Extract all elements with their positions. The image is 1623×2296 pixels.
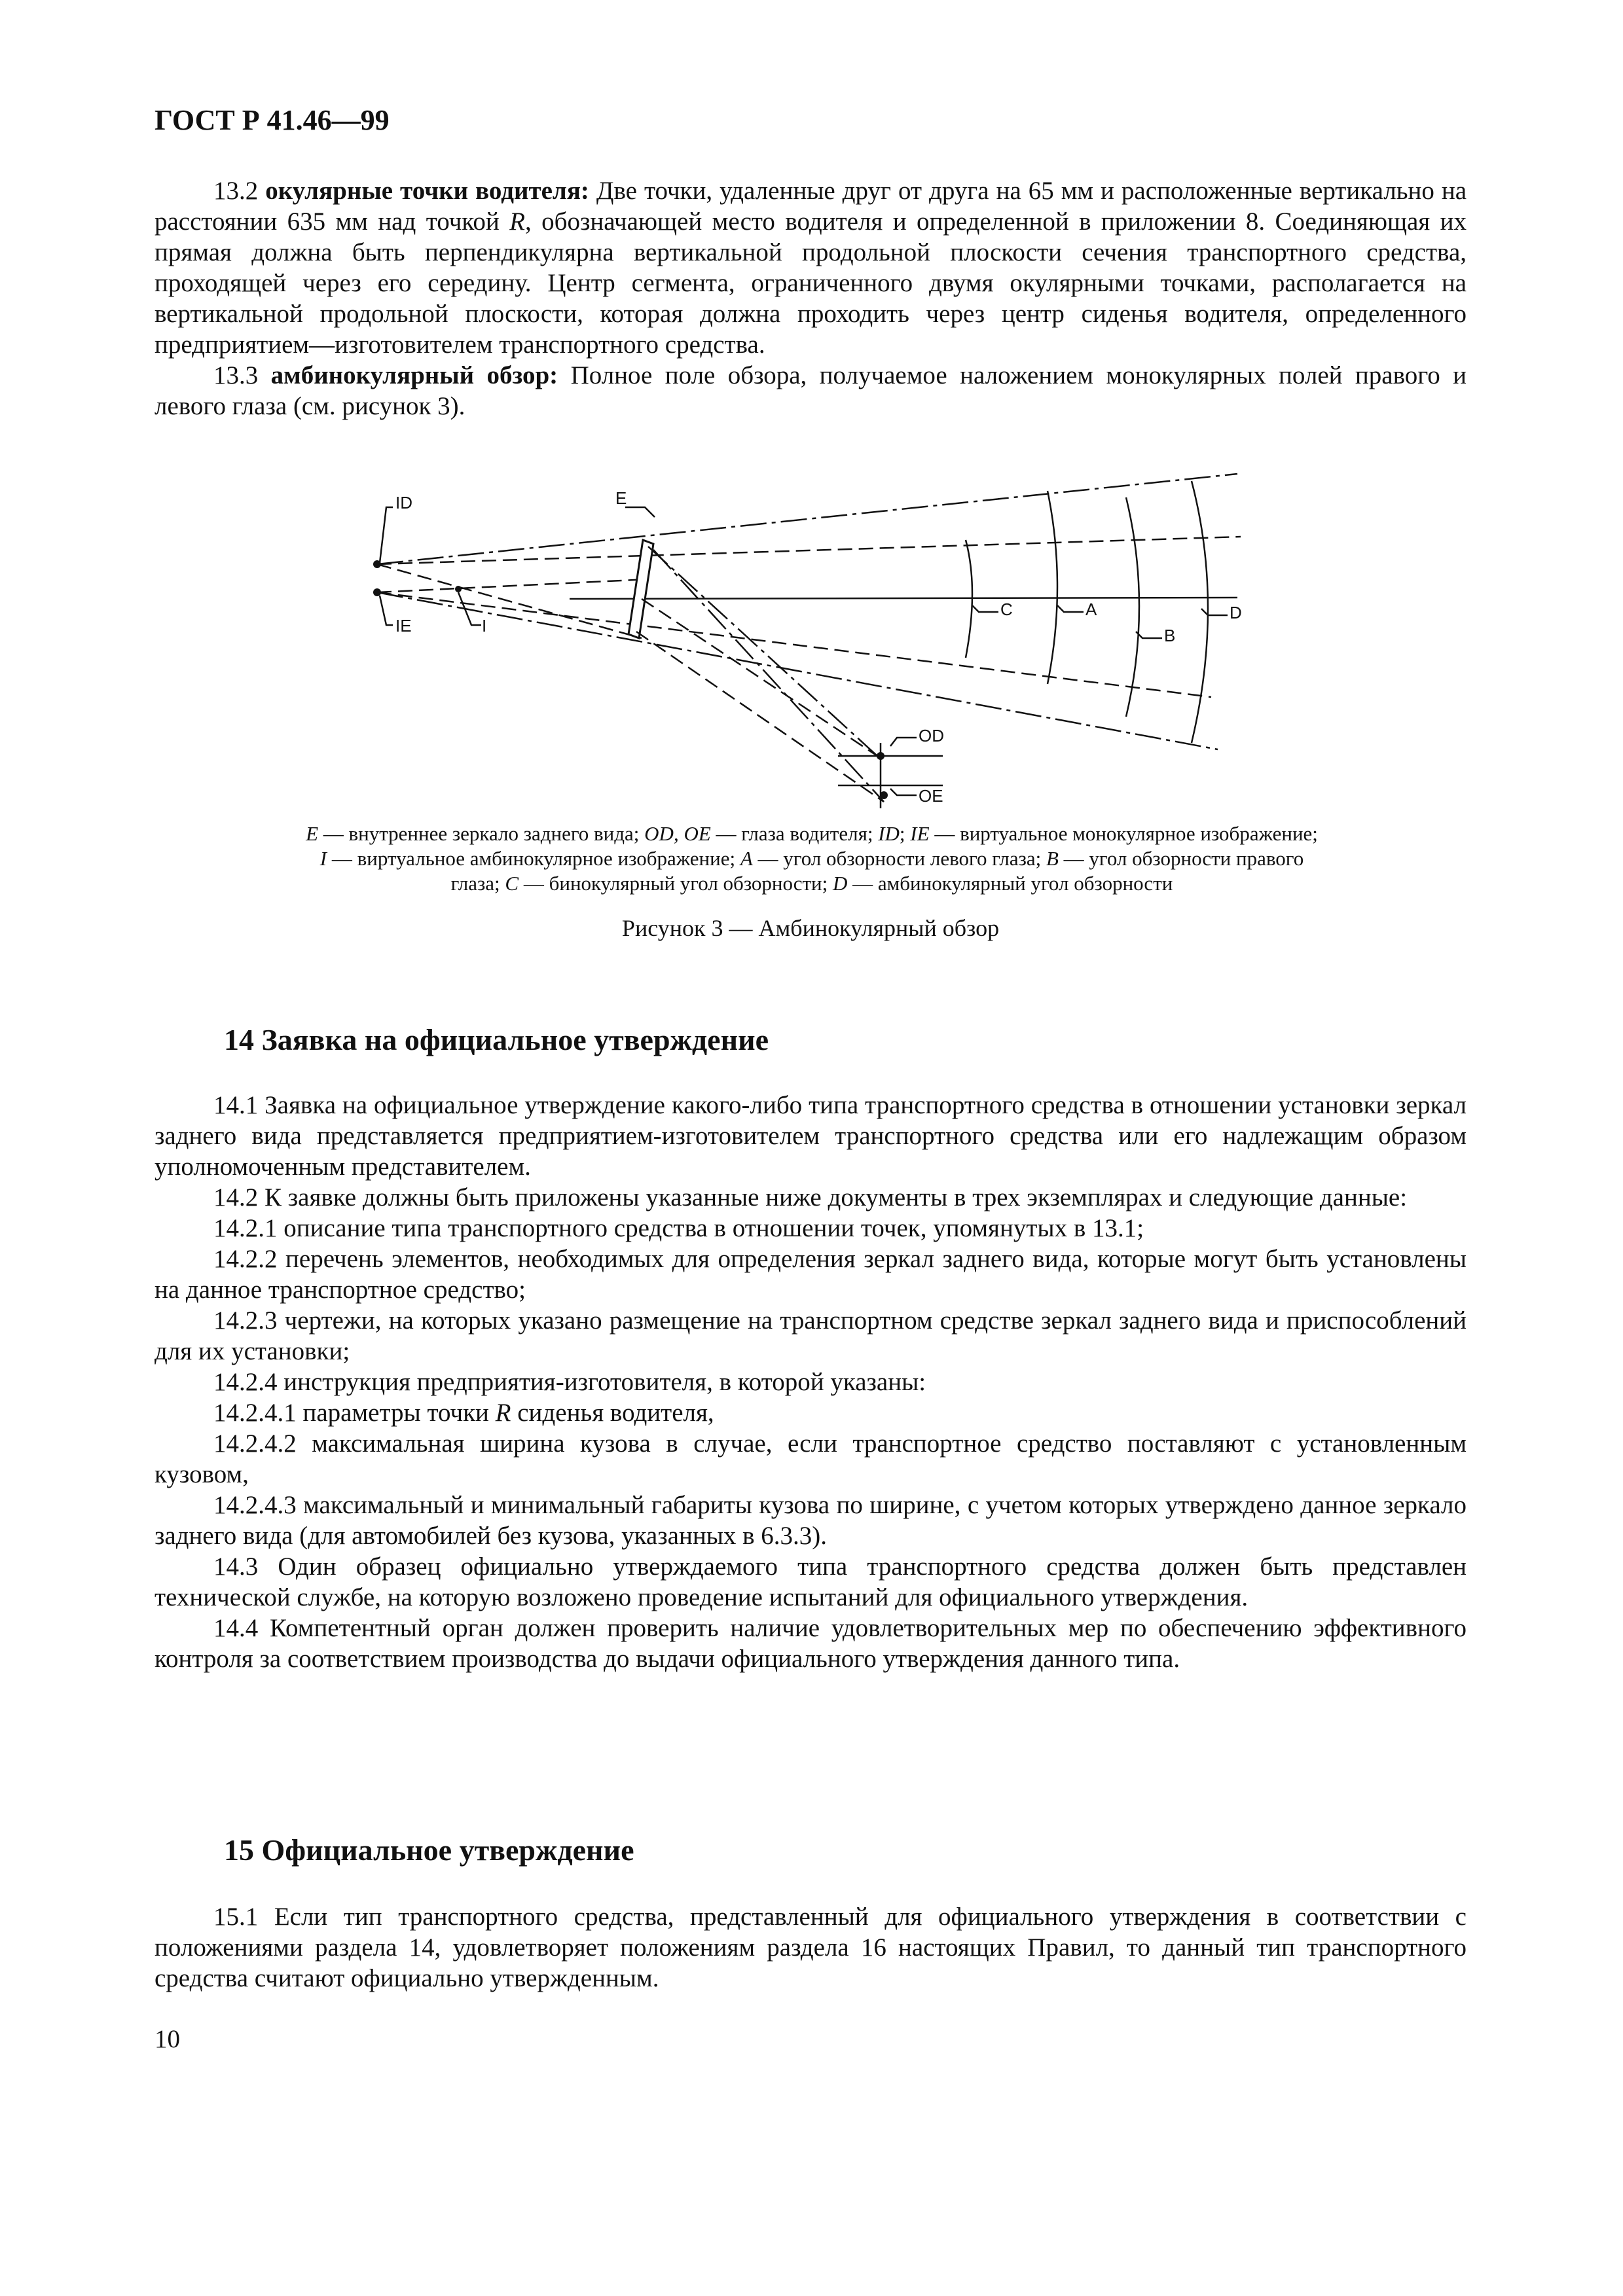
paragraph-13-2 [155,175,1467,360]
paragraph-14-2-2: 14.2.2 перечень элементов, необходимых для определения зеркал заднего вида, которые могут быть установлены на данное транспортное средство; [155,1245,1467,1304]
leader-id [380,507,393,563]
legend-line-1 [190,821,1434,846]
legend-text: ; [899,822,911,845]
section-13 [155,175,1467,422]
paragraph-text: 14.2.4.1 параметры точки [213,1399,496,1427]
figure-legend [190,821,1434,896]
mirror-e [629,540,653,638]
label-c: C [1000,600,1013,619]
paragraph-14-2-4-1 [155,1397,1467,1428]
paragraph-number: 13.2 [213,177,259,205]
paragraph-14-4: 14.4 Компетентный орган должен проверить наличие удовлетворительных мер по обеспечению эффективного контроля за соответствием производства до выдачи официального утверждения данного типа. [155,1614,1467,1673]
legend-text: — виртуальное монокулярное изображение; [929,822,1318,845]
legend-symbol: A [740,847,753,870]
paragraph-14-2-3: 14.2.3 чертежи, на которых указано размещение на транспортном средстве зеркал заднего вида и приспособлений для их установки; [155,1306,1467,1365]
legend-text: — угол обзорности правого [1058,847,1304,870]
ray-mirror-oe-2 [653,550,884,802]
ray-id-lower [377,564,642,638]
arc-angle-a [1048,491,1057,684]
leader-ie [380,596,393,625]
paragraph-text: Полное поле обзора, получаемое наложением монокулярных полей правого и левого глаза (см. рисунок 3). [155,361,1467,420]
leader-a [1057,605,1084,612]
label-e: E [615,488,627,508]
ray-mirror-oe [636,632,884,802]
legend-line-2 [190,846,1434,871]
label-i: I [482,616,487,636]
leader-b [1136,632,1162,638]
label-ie: IE [395,616,412,636]
ray-ie-upper [377,579,648,592]
point-r: R [509,207,525,236]
section-14-heading: 14 Заявка на официальное утверждение [224,1023,769,1056]
legend-text: — угол обзорности левого глаза; [752,847,1046,870]
legend-text: — амбинокулярный угол обзорности [847,872,1173,895]
legend-symbol: C [505,872,519,895]
section-15 [155,1901,1467,1994]
term-ambinocular-view: амбинокулярный обзор: [270,361,558,389]
paragraph-14-2-4-2: 14.2.4.2 максимальная ширина кузова в случае, если транспортное средство поставляют с установленным кузовом, [155,1429,1467,1488]
label-d: D [1230,603,1242,622]
figure-caption: Рисунок 3 — Амбинокулярный обзор [621,915,1000,941]
ray-center [570,598,1237,599]
legend-text: — глаза водителя; [710,822,879,845]
legend-line-3 [190,871,1434,896]
label-oe: OE [919,786,943,806]
figure-3-diagram [367,468,1270,808]
paragraph-14-2: 14.2 К заявке должны быть приложены указанные ниже документы в трех экземплярах и следующие данные: [213,1183,1408,1211]
label-od: OD [919,726,944,745]
leader-d [1201,609,1228,615]
label-b: B [1164,626,1176,645]
section-15-heading: 15 Официальное утверждение [224,1833,634,1867]
section-14 [155,1090,1467,1674]
paragraph-text-cont: , обозначающей место водителя и определенной в приложении 8. Соединяющая их прямая должна быть перпендикулярна вертикальной продольной плоскости сечения транспортного средства, проходящей через его середину. Центр сегмента, ограниченного двумя окулярными точками, располагается на вертикальной продольной плоскости, которая должна проходить через центр сиденья водителя, определенного предприятием—изготовителем транспортного средства. [155,207,1467,359]
paragraph-14-1: 14.1 Заявка на официальное утверждение какого-либо типа транспортного средства в отношении установки зеркал заднего вида представляется предприятием-изготовителем транспортного средства или его надлежащим образом уполномоченным представителем. [155,1091,1467,1181]
arc-angle-b [1126,497,1139,717]
label-a: A [1085,600,1097,619]
legend-text: глаза; [450,872,505,895]
leader-c [972,605,998,612]
paragraph-text: Две точки, удаленные друг от друга на 65 мм и расположенные вертикально на расстоянии 635 мм над точкой [155,177,1467,236]
paragraph-number: 13.3 [213,361,259,389]
point-oe [880,791,888,799]
ambinocular-view-drawing [367,468,1270,808]
legend-symbol: B [1046,847,1059,870]
document-id: ГОСТ Р 41.46—99 [155,104,390,136]
point-r: R [495,1399,511,1427]
legend-symbol: ID [878,822,900,845]
paragraph-15-1: 15.1 Если тип транспортного средства, представленный для официального утверждения в соответствии с положениями раздела 14, удовлетворяет положениям раздела 16 настоящих Правил, то данный тип транспортного средства считают официально утвержденным. [155,1903,1467,1992]
point-ie [373,588,381,596]
paragraph-14-2-4: 14.2.4 инструкция предприятия-изготовителя, в которой указаны: [213,1368,926,1396]
legend-text: — виртуальное амбинокулярное изображение; [327,847,740,870]
paragraph-14-2-4-3: 14.2.4.3 максимальный и минимальный габариты кузова по ширине, с учетом которых утверждено данное зеркало заднего вида (для автомобилей без кузова, указанных в 6.3.3). [155,1491,1467,1550]
leader-oe [890,789,917,795]
paragraph-14-2-1: 14.2.1 описание типа транспортного средства в отношении точек, упомянутых в 13.1; [213,1214,1144,1242]
paragraph-13-3 [155,360,1467,422]
page-number: 10 [155,2025,180,2053]
legend-symbol: D [833,872,848,895]
leader-e [625,507,655,517]
legend-symbol: OD, OE [644,822,711,845]
point-i [455,586,462,592]
point-id [373,560,381,568]
label-id: ID [395,493,412,512]
point-od [877,752,884,760]
term-ocular-points: окулярные точки водителя: [265,177,589,205]
legend-text: — бинокулярный угол обзорности; [519,872,833,895]
legend-symbol: IE [910,822,930,845]
paragraph-14-3: 14.3 Один образец официально утверждаемого типа транспортного средства должен быть представлен технической службе, на которую возложено проведение испытаний для официального утверждения. [155,1552,1467,1611]
leader-od [890,738,917,746]
ray-mirror-od-2 [642,599,877,756]
paragraph-text-cont: сиденья водителя, [511,1399,714,1427]
legend-text: — внутреннее зеркало заднего вида; [318,822,645,845]
legend-symbol: E [306,822,319,845]
legend-symbol: I [319,847,327,870]
